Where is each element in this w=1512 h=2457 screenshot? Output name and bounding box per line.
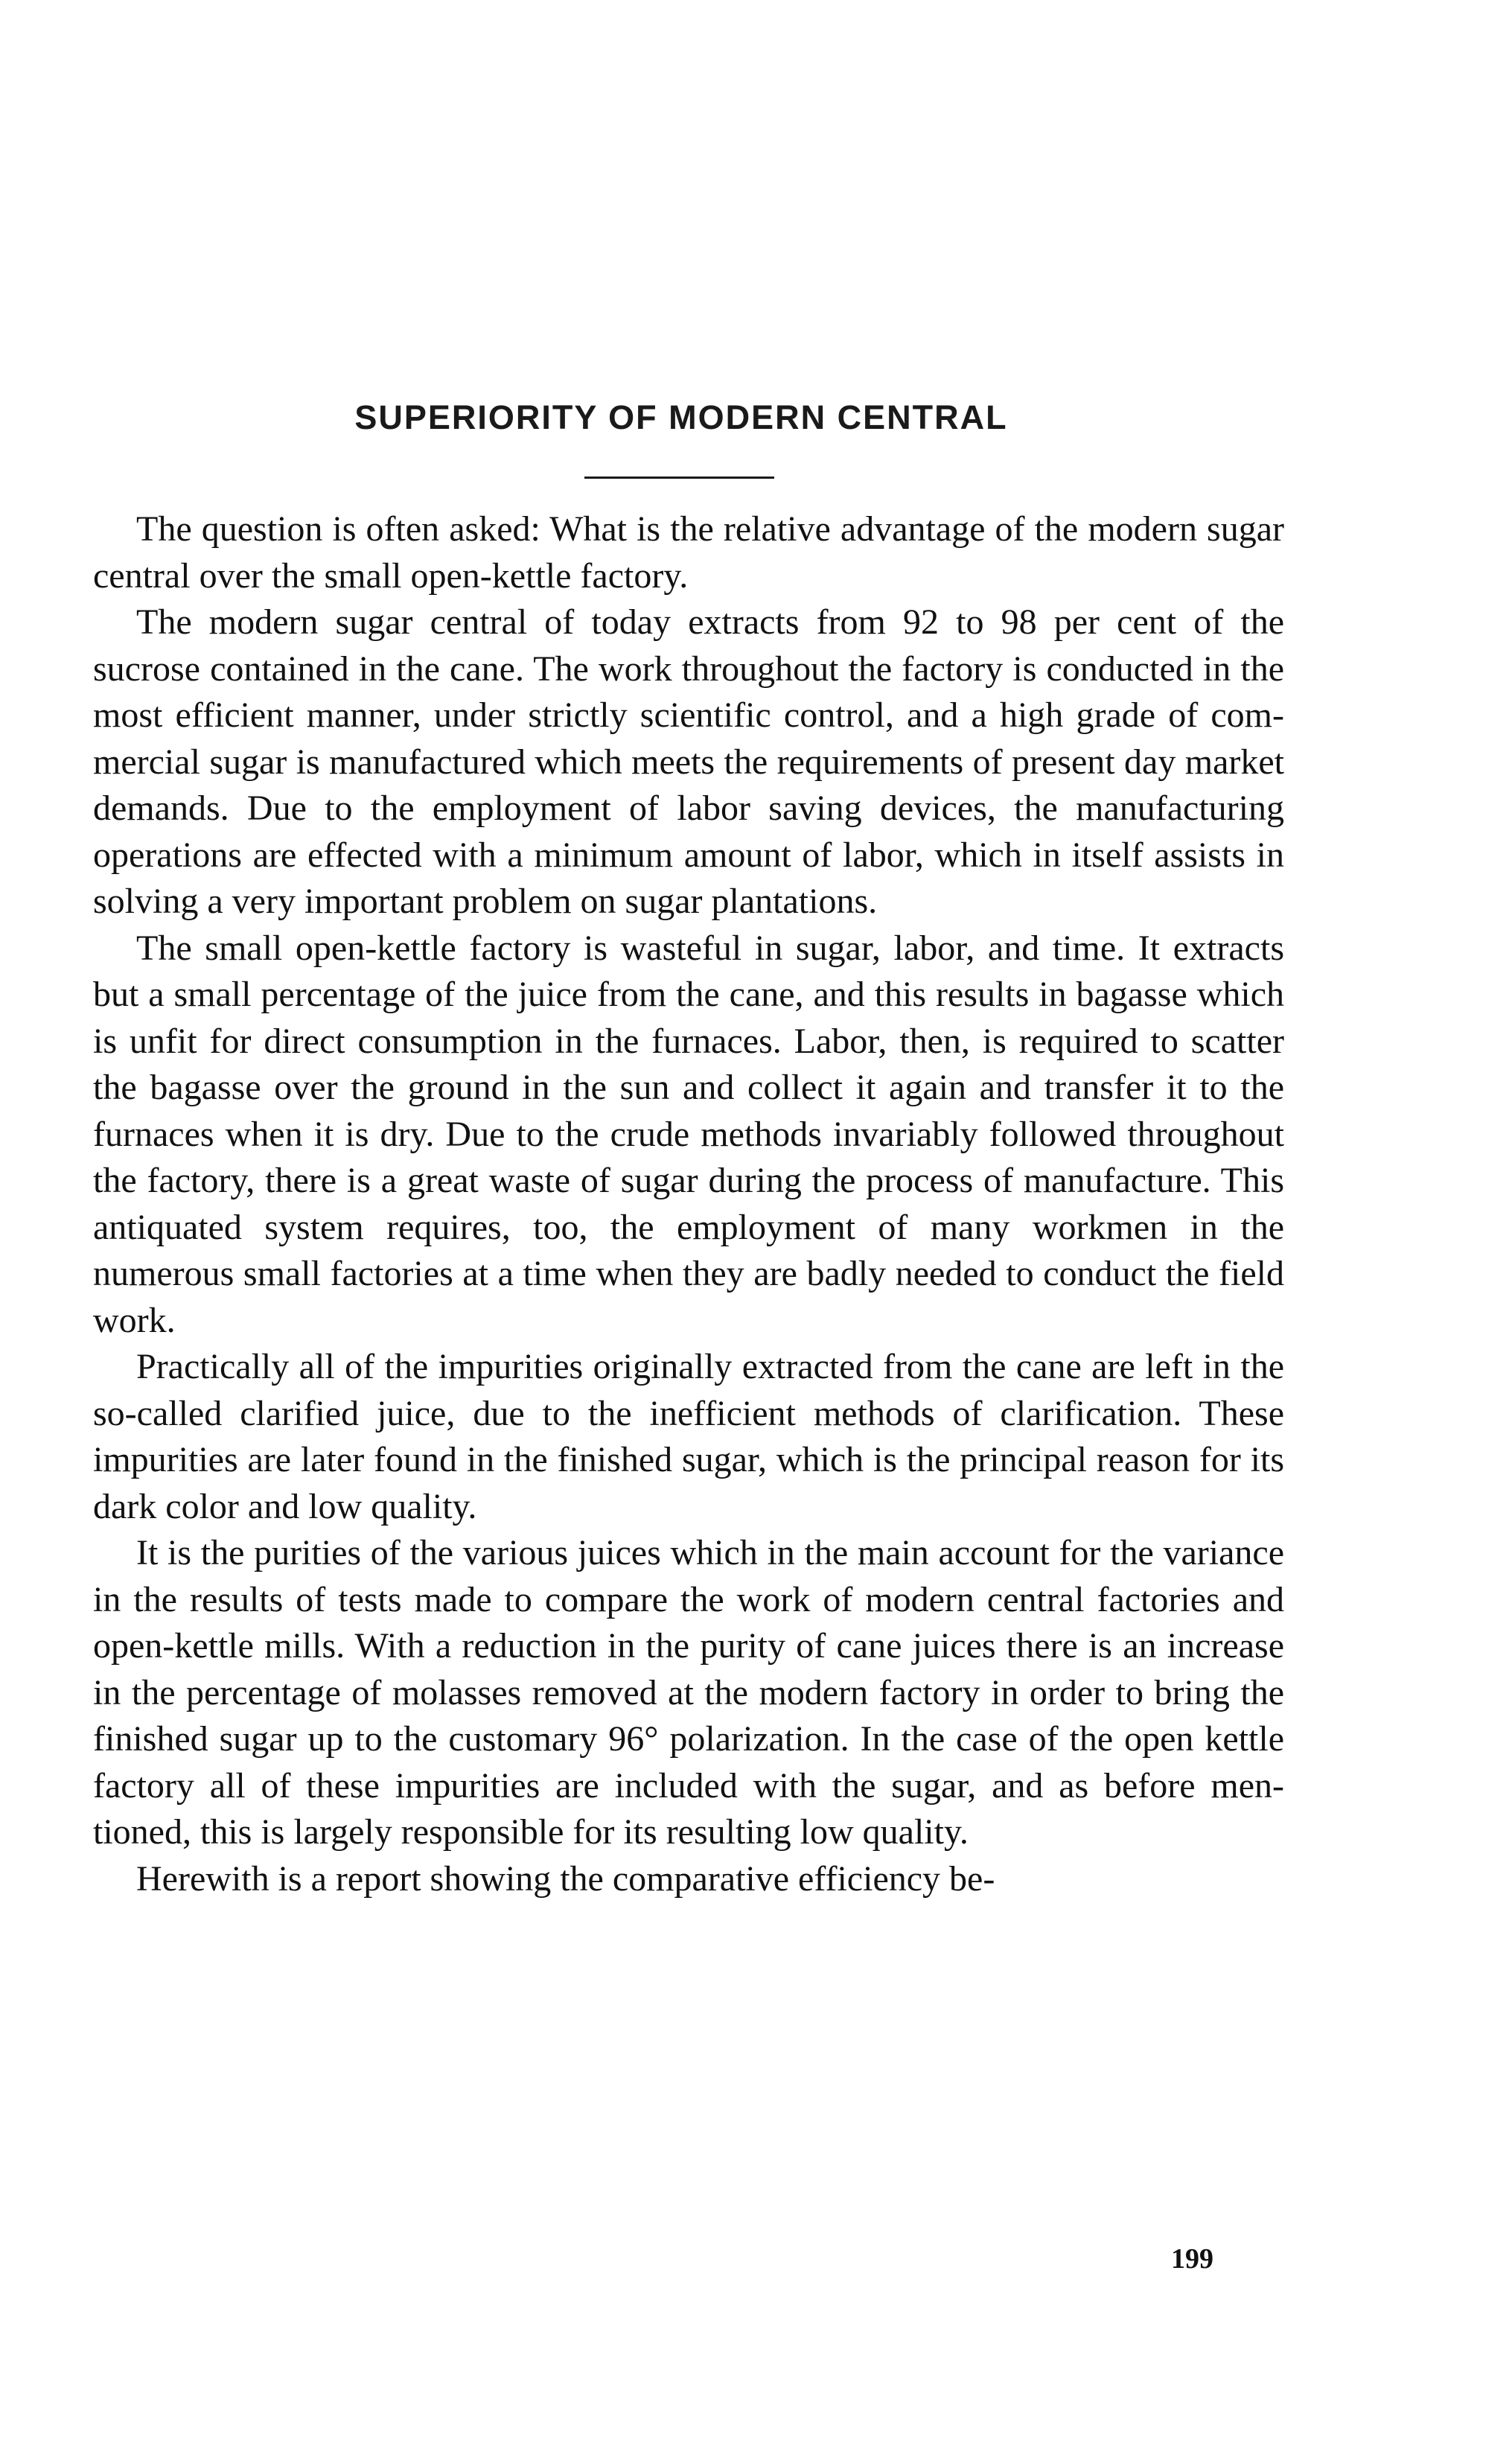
page-title: SUPERIORITY OF MODERN CENTRAL <box>354 398 1008 436</box>
paragraph-4: Practically all of the impurities originally extracted from the cane are left in the so-called clarified juice, due to the inefficient methods of clarification. These impurities are later found in the finished sugar, which is the principal reason for its dark color and low quality. <box>93 1347 1284 1526</box>
paragraph-1: The question is often asked: What is the relative advantage of the modern sugar central over the small open-kettle factory. <box>93 509 1284 596</box>
paragraph-3: The small open-kettle factory is wasteful in sugar, labor, and time. It extracts but a small percentage of the juice from the cane, and this results in bagasse which is unfit for direct consumption in the furnaces. Labor, then, is required to scatter the bagasse over the ground in the sun and collect it again and transfer it to the furnaces when it is dry. Due to the crude methods invariably followed throughout the factory, there is a great waste of sugar during the process of manufacture. This antiquated system requires, too, the employment of many workmen in the numerous small factories at a time when they are badly needed to conduct the field work. <box>93 928 1284 1340</box>
page-number: 199 <box>1171 2243 1213 2275</box>
paragraph-2: The modern sugar central of today extracts from 92 to 98 per cent of the sucrose contained in the cane. The work throughout the factory is conducted in the most efficient manner, under strictly scientific control, and a high grade of commercial sugar is manufactured which meets the requirements of present day market demands. Due to the employment of labor saving devices, the manufacturing operations are effected with a minimum amount of labor, which in itself assists in solving a very important problem on sugar plantations. <box>93 602 1284 921</box>
body-text <box>93 506 1284 1902</box>
paragraph-6: Herewith is a report showing the comparative efficiency be- <box>136 1858 995 1899</box>
paragraph-5: It is the purities of the various juices which in the main account for the variance in the results of tests made to compare the work of modern central factories and open-kettle mills. With a reduction in the purity of cane juices there is an increase in the percentage of molasses removed at the modern factory in order to bring the finished sugar up to the customary 96° polarization. In the case of the open kettle factory all of these impurities are included with the sugar, and as before mentioned, this is largely responsible for its resulting low quality. <box>93 1533 1284 1852</box>
title-rule <box>584 477 774 479</box>
